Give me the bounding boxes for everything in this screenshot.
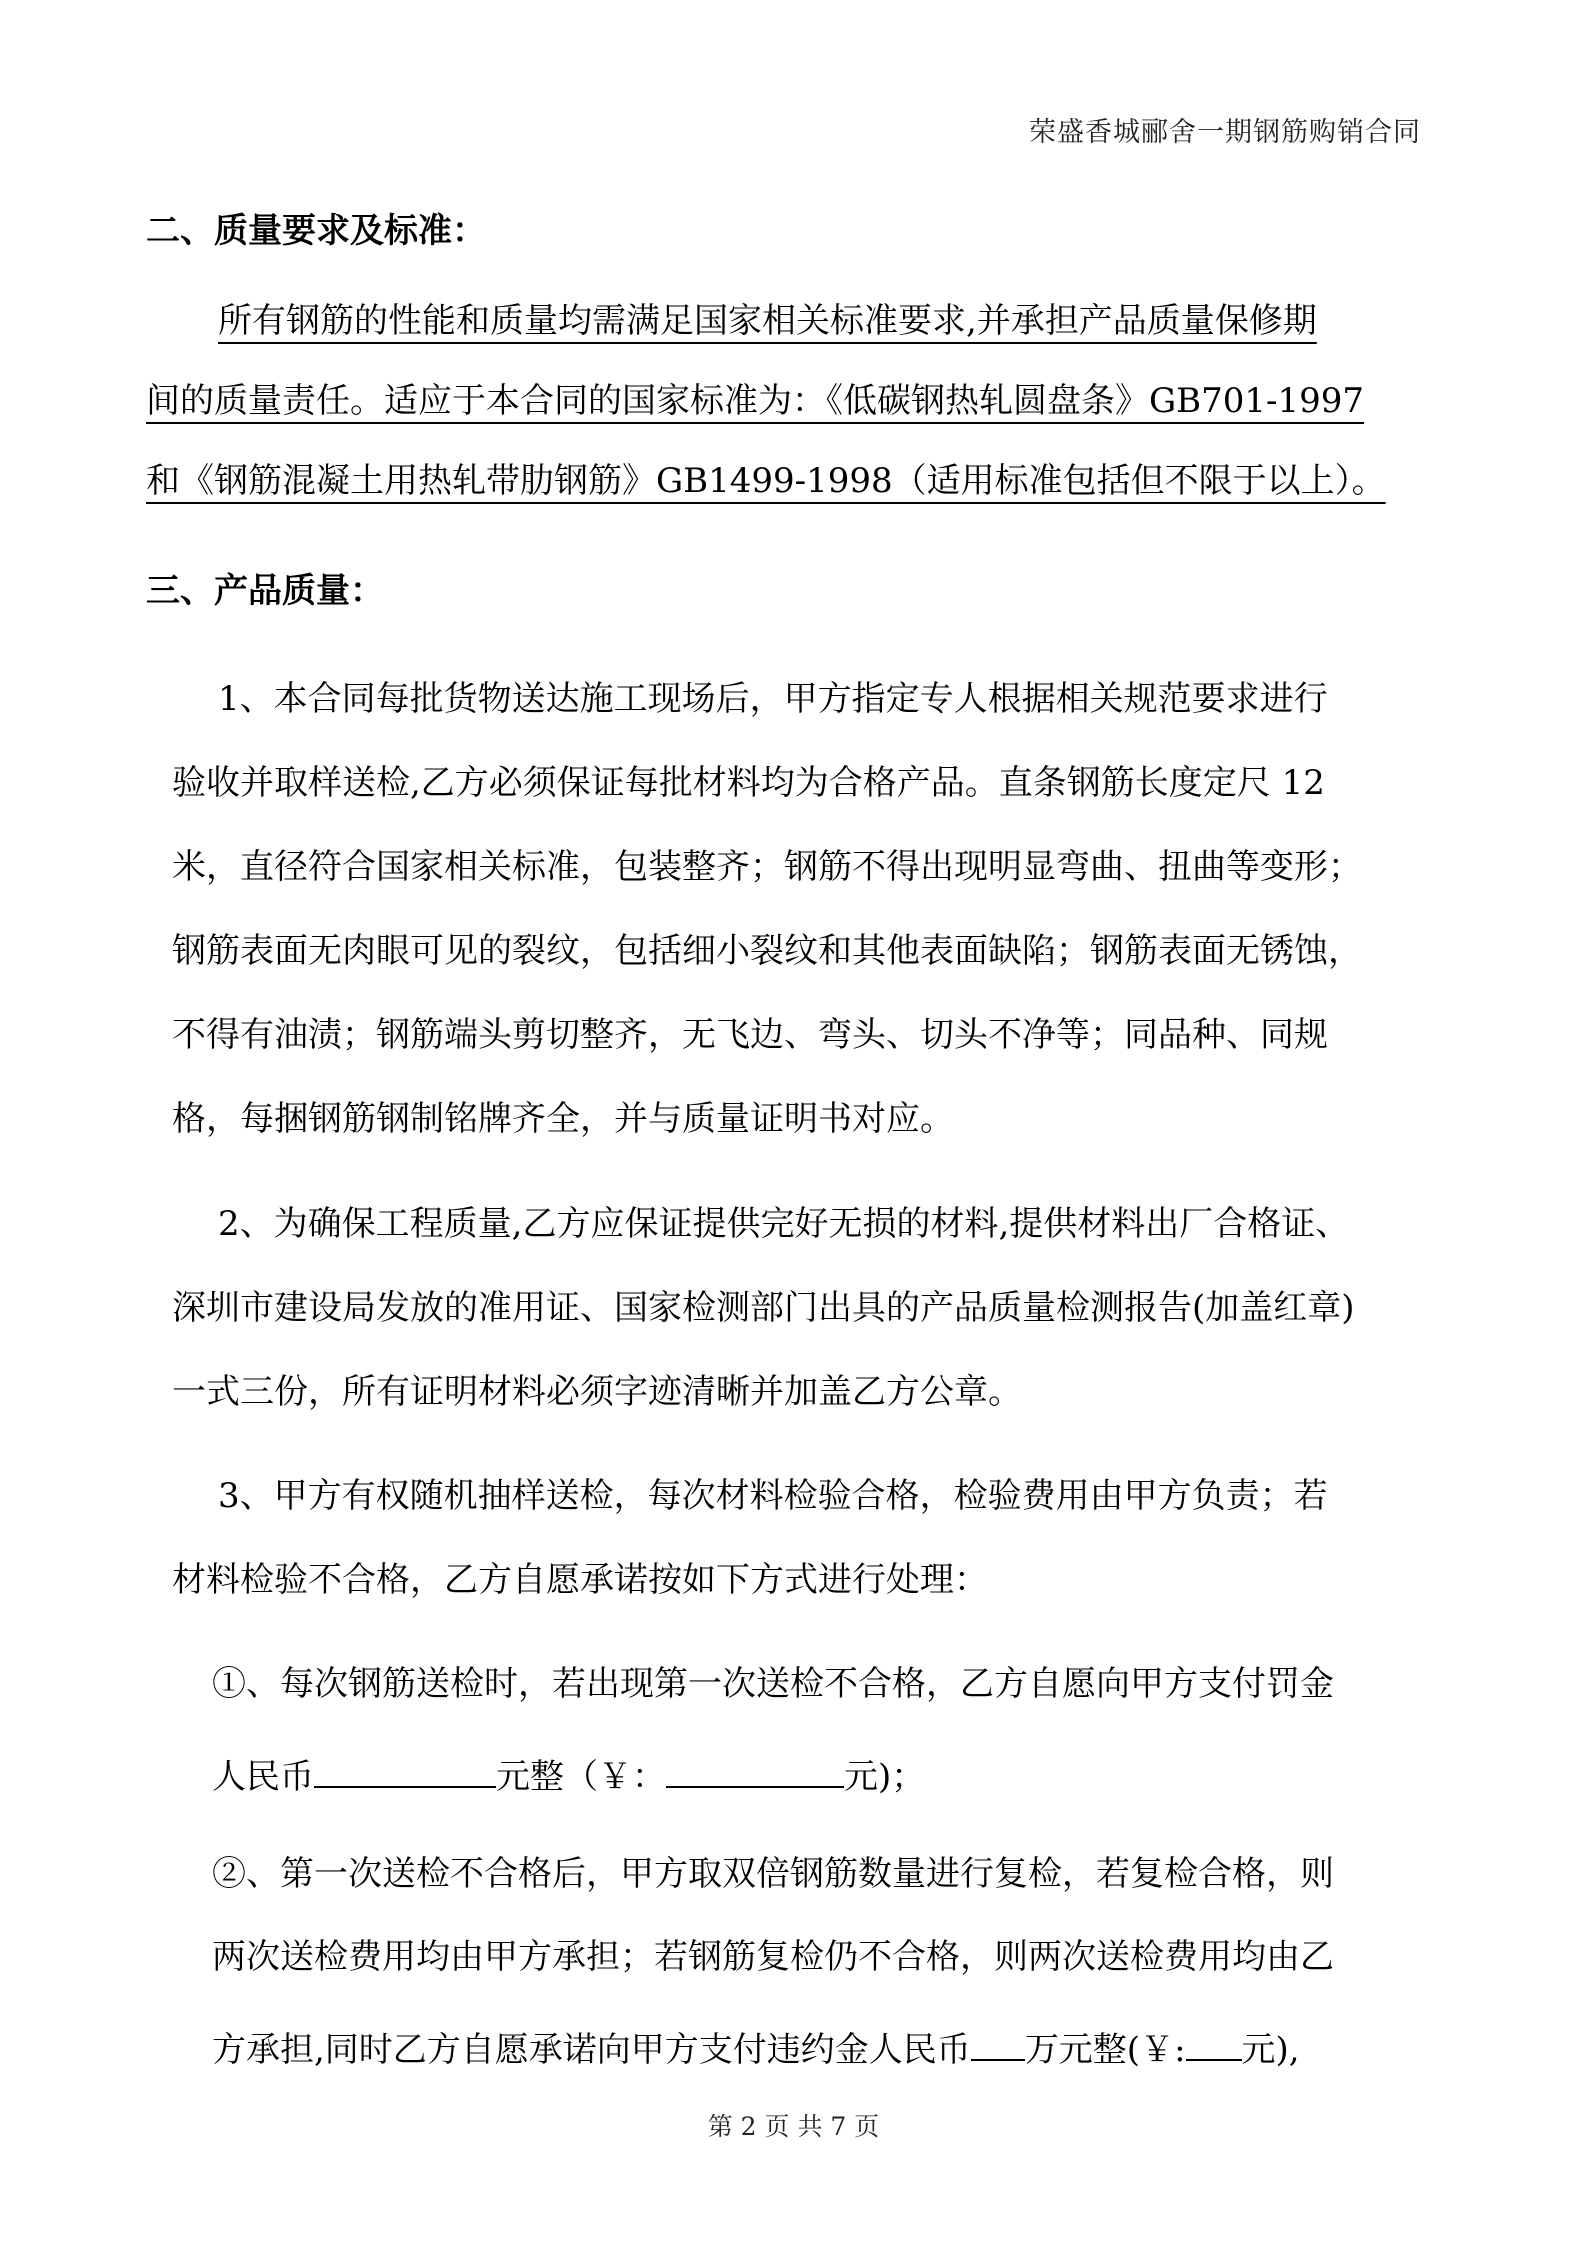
sub2-text-a: 方承担,同时乙方自愿承诺向甲方支付违约金人民币 (212, 2030, 971, 2070)
sub1-line-1: ①、每次钢筋送检时，若出现第一次送检不合格，乙方自愿向甲方支付罚金 (212, 1664, 1334, 1704)
item2-line-3: 一式三份，所有证明材料必须字迹清晰并加盖乙方公章。 (172, 1372, 1022, 1412)
sub1-text-c: 元)； (844, 1757, 926, 1797)
quality-text-line-2: 间的质量责任。适应于本合同的国家标准为：《低碳钢热轧圆盘条》GB701-1997 (146, 381, 1365, 421)
liquidated-damages-blank (971, 2025, 1025, 2061)
sub2-line-3 (212, 2025, 1300, 2070)
item1-line-1: 1、本合同每批货物送达施工现场后，甲方指定专人根据相关规范要求进行 (218, 679, 1328, 719)
quality-text-line-1: 所有钢筋的性能和质量均需满足国家相关标准要求,并承担产品质量保修期 (218, 301, 1317, 341)
item1-line-5: 不得有油渍；钢筋端头剪切整齐，无飞边、弯头、切头不净等；同品种、同规 (172, 1015, 1328, 1055)
sub1-text-b: 元整（￥： (496, 1757, 666, 1797)
page-number-footer: 第 2 页 共 7 页 (707, 2112, 880, 2141)
item1-line-3: 米，直径符合国家相关标准，包装整齐；钢筋不得出现明显弯曲、扭曲等变形； (172, 847, 1362, 887)
document-header-title: 荣盛香城郦舍一期钢筋购销合同 (1029, 117, 1421, 148)
penalty-yen-blank (666, 1752, 844, 1788)
penalty-amount-blank (314, 1752, 496, 1788)
sub2-line-2: 两次送检费用均由甲方承担；若钢筋复检仍不合格，则两次送检费用均由乙 (212, 1937, 1334, 1977)
liquidated-damages-yen-blank (1186, 2025, 1242, 2061)
sub1-text-a: 人民币 (212, 1757, 314, 1797)
sub2-text-c: 元), (1241, 2030, 1300, 2070)
sub2-text-b: 万元整(￥: (1024, 2030, 1186, 2070)
item1-line-2: 验收并取样送检,乙方必须保证每批材料均为合格产品。直条钢筋长度定尺 12 (172, 763, 1325, 803)
item1-line-4: 钢筋表面无肉眼可见的裂纹，包括细小裂纹和其他表面缺陷；钢筋表面无锈蚀， (172, 931, 1362, 971)
section-title-product-quality: 三、产品质量： (146, 571, 384, 611)
sub1-line-2 (212, 1752, 926, 1797)
item1-line-6: 格，每捆钢筋钢制铭牌齐全，并与质量证明书对应。 (172, 1099, 954, 1139)
item2-line-2: 深圳市建设局发放的准用证、国家检测部门出具的产品质量检测报告(加盖红章) (172, 1288, 1355, 1328)
item2-line-1: 2、为确保工程质量,乙方应保证提供完好无损的材料,提供材料出厂合格证、 (218, 1204, 1350, 1244)
item3-line-1: 3、甲方有权随机抽样送检，每次材料检验合格，检验费用由甲方负责；若 (218, 1476, 1328, 1516)
item3-line-2: 材料检验不合格，乙方自愿承诺按如下方式进行处理： (172, 1560, 988, 1600)
section-title-quality: 二、质量要求及标准： (146, 211, 486, 251)
quality-text-line-3: 和《钢筋混凝土用热轧带肋钢筋》GB1499-1998（适用标准包括但不限于以上）。 (146, 461, 1386, 501)
sub2-line-1: ②、第一次送检不合格后，甲方取双倍钢筋数量进行复检，若复检合格，则 (212, 1854, 1334, 1894)
